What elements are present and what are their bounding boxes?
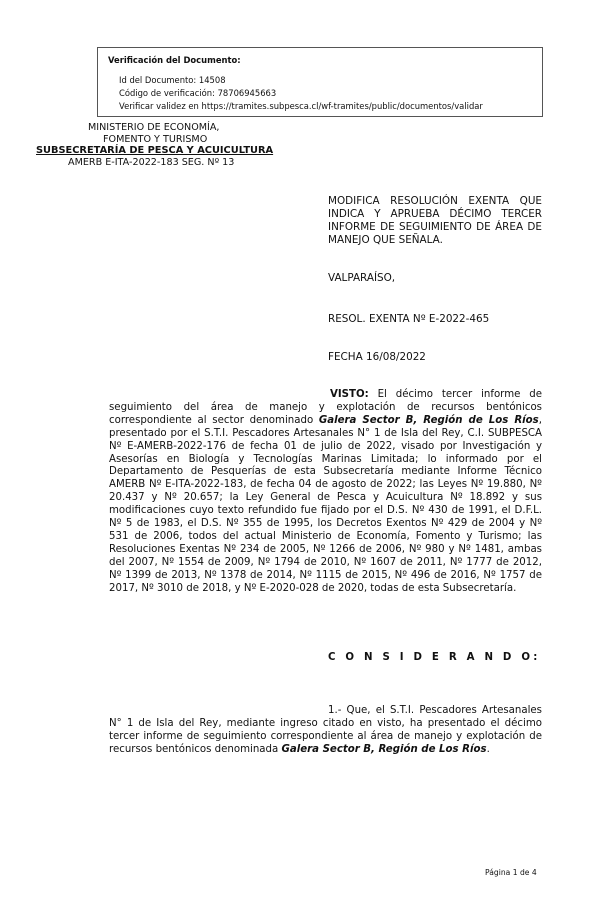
visto-label: VISTO: — [330, 389, 369, 400]
verification-url[interactable]: • Verificar validez en https://tramites.subpesca.cl/wf-tramites/public/documentos/validar — [119, 100, 532, 113]
verification-code: • Código de verificación: 78706945663 — [119, 87, 532, 100]
item1-text-1: 1.- Que, el S.T.I. Pescadores Artesanales N° 1 de Isla del Rey, mediante ingreso citado en visto, ha presentado el décimo tercer informe de seguimiento correspondiente al área de manejo y explotación de recursos bentónicos denominada — [109, 705, 542, 755]
visto-sector-name: Galera Sector B, Región de Los Ríos — [318, 414, 539, 426]
visto-text-1: El décimo tercer informe de seguimiento del área de manejo y explotación de recursos bentónicos correspondiente al sector denominado — [109, 389, 542, 426]
ministry-line-1: MINISTERIO DE ECONOMÍA, — [88, 122, 220, 133]
verification-id: • Id del Documento: 14508 — [119, 74, 532, 87]
resolution-number: RESOL. EXENTA Nº E-2022-465 — [328, 313, 490, 325]
resolution-title: MODIFICA RESOLUCIÓN EXENTA QUE INDICA Y APRUEBA DÉCIMO TERCER INFORME DE SEGUIMIENTO DE ÁREA DE MANEJO QUE SEÑALA. — [328, 195, 542, 246]
ministry-line-2: FOMENTO Y TURISMO — [103, 133, 208, 145]
amerb-reference: AMERB E-ITA-2022-183 SEG. Nº 13 — [68, 156, 235, 168]
considerando-heading: C O N S I D E R A N D O: — [328, 652, 541, 663]
page-number: Página 1 de 4 — [485, 868, 537, 877]
subsecretaria-heading: SUBSECRETARÍA DE PESCA Y ACUICULTURA — [36, 145, 274, 156]
visto-text-2: , presentado por el S.T.I. Pescadores Artesanales N° 1 de Isla del Rey, C.I. SUBPESCA Nº E-AMERB-2022-176 de fecha 01 de julio de 2022, visado por Investigación y Asesorías en Biología y Tecnologías Marinas Limitada; lo informado por el Departamento de Pesquerías de esta Subsecretaría mediante Informe Técnico AMERB Nº E-ITA-2022-183, de fecha 04 de agosto de 2022; las Leyes Nº 19.880, Nº 20.437 y Nº 20.657; la Ley General de Pesca y Acuicultura Nº 18.892 y sus modificaciones cuyo texto refundido fue fijado por el D.S. Nº 430 de 1991, el D.F.L. Nº 5 de 1983, el D.S. Nº 355 de 1995, los Decretos Exentos Nº 429 de 2004 y Nº 531 de 2006, todos del actual Ministerio de Economía, Fomento y Turismo; las Resoluciones Exentas Nº 234 de 2005, Nº 1266 de 2006, Nº 980 y Nº 1481, ambas del 2007, Nº 1554 de 2009, Nº 1794 de 2010, Nº 1607 de 2011, Nº 1777 de 2012, Nº 1399 de 2013, Nº 1378 de 2014, Nº 1115 de 2015, Nº 496 de 2016, Nº 1757 de 2017, Nº 3010 de 2018, y Nº E-2020-028 de 2020, todas de esta Subsecretaría. — [109, 414, 542, 594]
considerando-item-1 — [109, 705, 542, 757]
visto-paragraph — [109, 389, 542, 596]
resolution-date: FECHA 16/08/2022 — [328, 351, 426, 363]
verification-title: Verificación del Documento: — [108, 55, 241, 65]
item1-text-2: . — [486, 743, 490, 755]
verification-box — [97, 47, 543, 117]
verification-list — [108, 74, 532, 113]
item1-sector-name: Galera Sector B, Región de Los Ríos — [281, 743, 487, 755]
place-line: VALPARAÍSO, — [328, 272, 396, 284]
